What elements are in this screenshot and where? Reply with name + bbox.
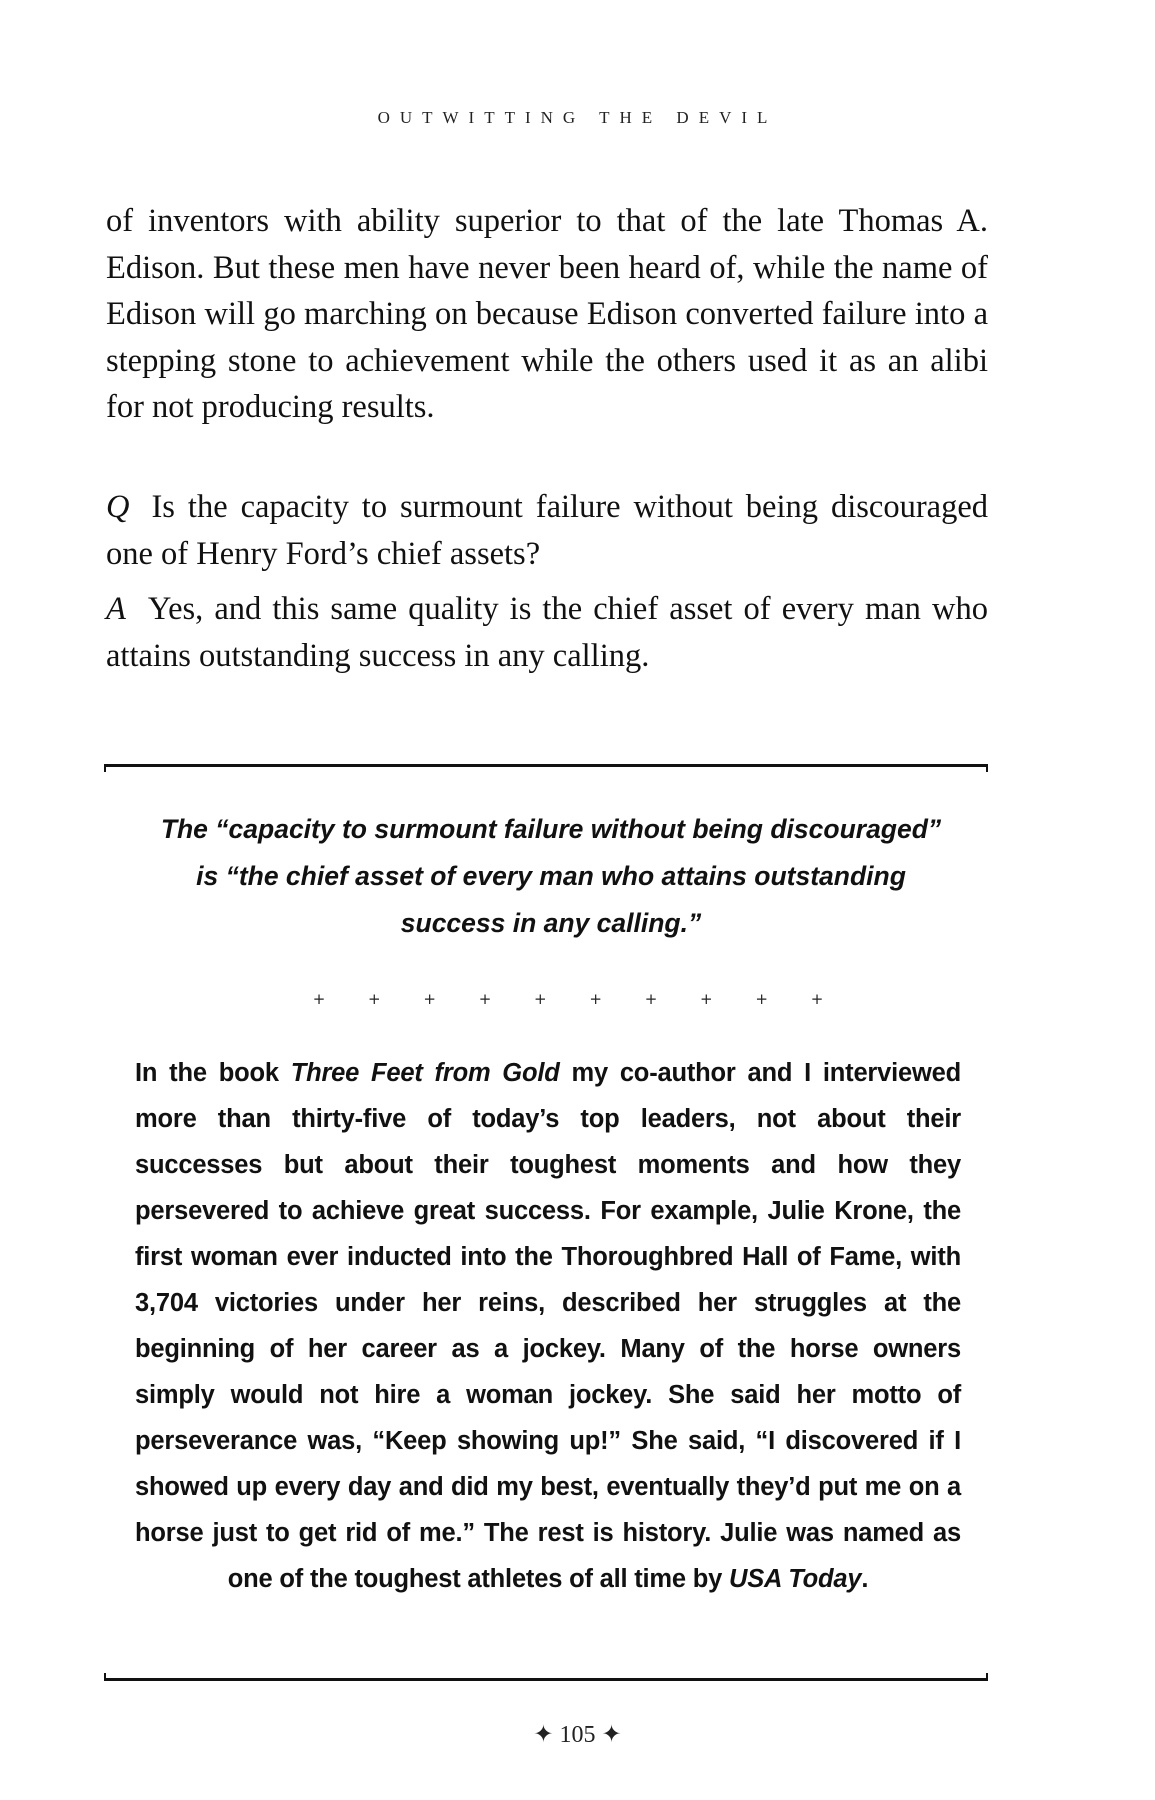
running-head: OUTWITTING THE DEVIL bbox=[377, 108, 778, 127]
answer-mark-label: A bbox=[106, 591, 126, 627]
sidebar-bottom-rule bbox=[104, 1678, 988, 1681]
page-ornament-icon: ✦ bbox=[601, 1722, 622, 1748]
rule-tick bbox=[104, 1673, 106, 1681]
rule-tick bbox=[104, 764, 106, 772]
sidebar-text-part: In the book bbox=[135, 1059, 291, 1087]
question-text: Is the capacity to surmount failure without being discouraged one of Henry Ford’s chief assets? bbox=[106, 489, 988, 572]
ornament-divider: + + + + + + + + + + bbox=[312, 990, 843, 1008]
page-number bbox=[0, 1720, 1155, 1749]
pull-quote-line: The “capacity to surmount failure without being discouraged” bbox=[160, 814, 942, 844]
body-paragraph: of inventors with ability superior to that of the late Thomas A. Edison. But these men have never been heard of, while the name of Edison will go marching on because Edison converted failure into a stepping stone to achievement while the others used it as an alibi for not producing results. bbox=[106, 203, 988, 425]
rule-tick bbox=[986, 764, 988, 772]
answer-text: Yes, and this same quality is the chief asset of every man who attains outstanding success in any calling. bbox=[106, 591, 988, 674]
question-mark-label: Q bbox=[106, 489, 130, 525]
pull-quote bbox=[130, 806, 972, 947]
question-paragraph bbox=[106, 484, 988, 577]
answer-paragraph bbox=[106, 586, 988, 679]
sidebar-text-part: my co-author and I interviewed more than thirty-five of today’s top leaders, not about their successes but about their toughest moments and how they persevered to achieve great success. For example, Julie Krone, the first woman ever inducted into the Thoroughbred Hall of Fame, with 3,704 victories under her reins, described her struggles at the beginning of her career as a jockey. Many of the horse owners simply would not hire a woman jockey. She said her motto of perseverance was, “Keep showing up!” She said, “I discovered if I showed up every day and did my best, eventually they’d put me on a horse just to get rid of me.” The rest is history. Julie was named as one of the toughest athletes of all time by bbox=[135, 1059, 961, 1593]
pull-quote-line: success in any calling.” bbox=[400, 908, 702, 938]
pull-quote-line: is “the chief asset of every man who attains outstanding bbox=[196, 861, 906, 891]
book-title: Three Feet from Gold bbox=[290, 1059, 560, 1087]
page-ornament-icon: ✦ bbox=[533, 1722, 554, 1748]
sidebar-top-rule bbox=[104, 764, 988, 767]
page-number-value: 105 bbox=[559, 1722, 596, 1748]
sidebar-paragraph bbox=[135, 1050, 961, 1602]
sidebar-text-part: . bbox=[861, 1565, 869, 1593]
rule-tick bbox=[986, 1673, 988, 1681]
publication-title: USA Today bbox=[729, 1565, 862, 1593]
